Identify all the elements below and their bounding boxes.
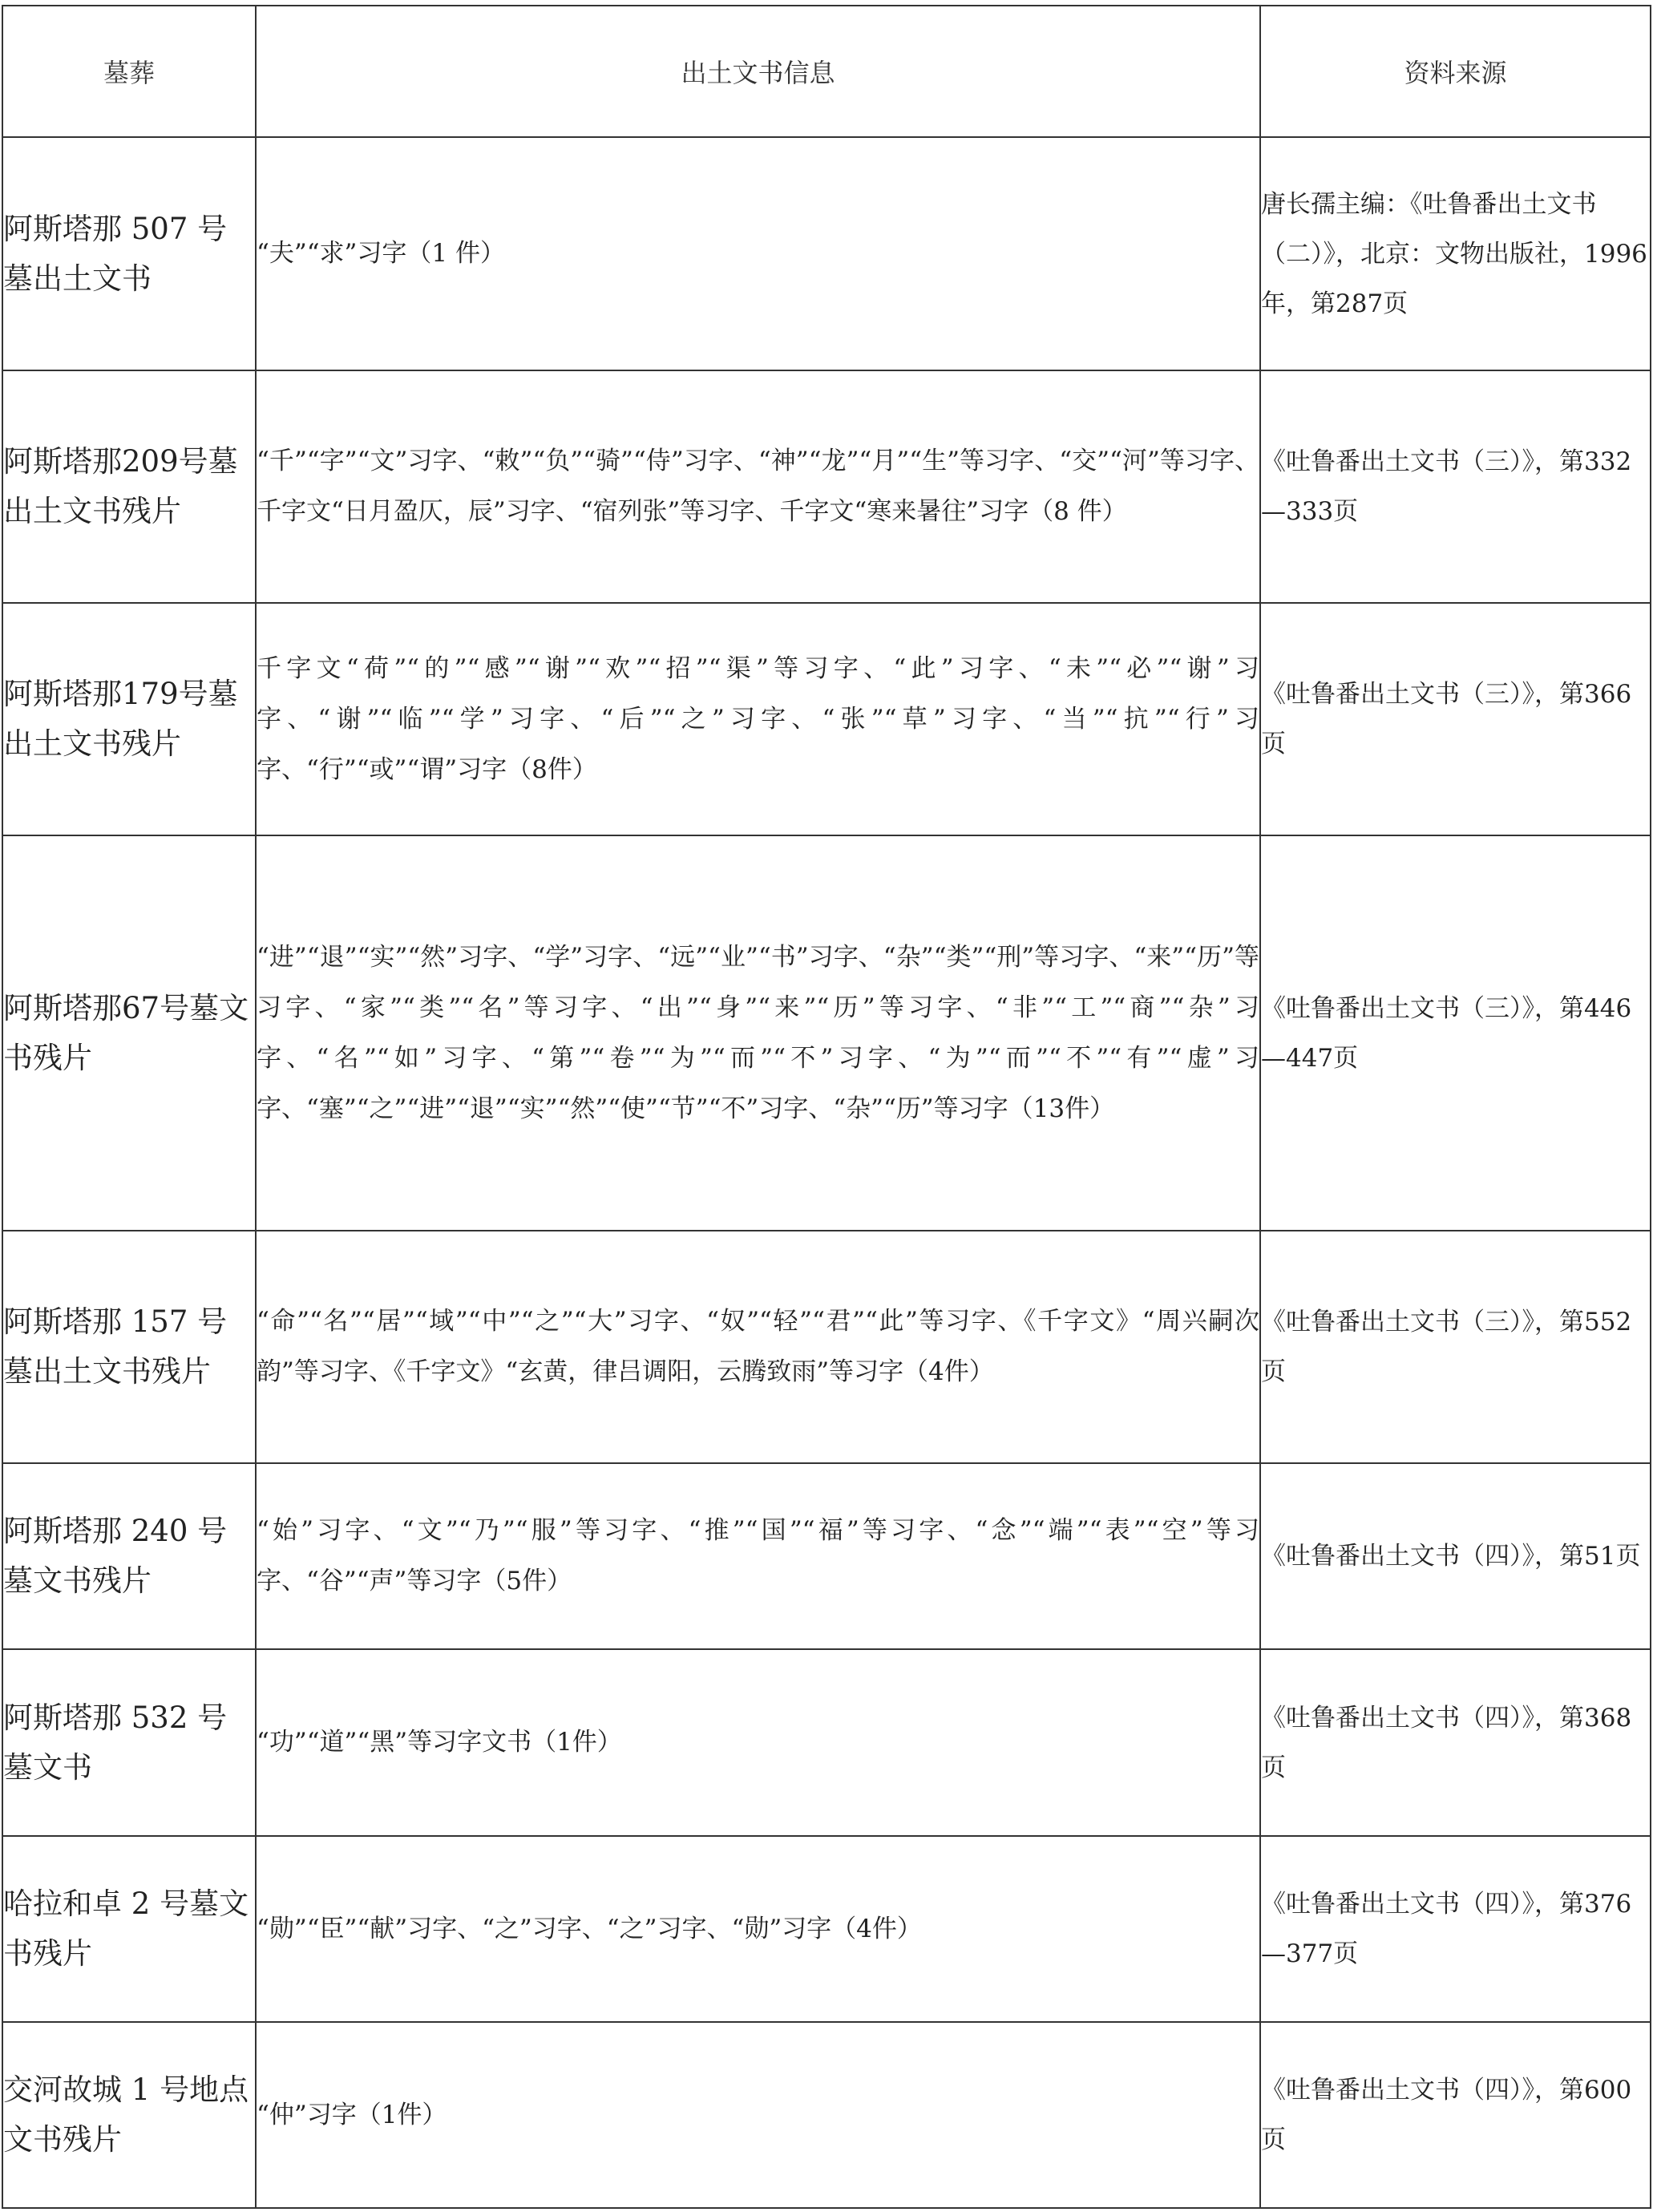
table-row: [2, 603, 1651, 835]
tomb-cell: 阿斯塔那67号墓文书残片: [2, 835, 256, 1231]
info-cell: “进”“退”“实”“然”习字、“学”习字、“远”“业”“书”习字、“杂”“类”“刑”等习字、“来”“历”等习字、“家”“类”“名”等习字、“出”“身”“来”“历”等习字、“非”“工”“商”“杂”习字、“名”“如”习字、“第”“卷”“为”“而”“不”习字、“为”“而”“不”“有”“虚”习字、“塞”“之”“进”“退”“实”“然”“使”“节”“不”习字、“杂”“历”等习字（13件）: [256, 835, 1260, 1231]
source-cell: 《吐鲁番出土文书（三）》，第446—447页: [1260, 835, 1651, 1231]
source-cell: 《吐鲁番出土文书（四）》，第51页: [1260, 1463, 1651, 1649]
info-cell: “勋”“臣”“献”习字、“之”习字、“之”习字、“勋”习字（4件）: [256, 1836, 1260, 2022]
info-cell: “命”“名”“居”“域”“中”“之”“大”习字、“奴”“轻”“君”“此”等习字、《千字文》“周兴嗣次韵”等习字、《千字文》“玄黄，律吕调阳，云腾致雨”等习字（4件）: [256, 1231, 1260, 1463]
tomb-cell: 阿斯塔那 157 号墓出土文书残片: [2, 1231, 256, 1463]
table-row: [2, 1231, 1651, 1463]
table-row: [2, 835, 1651, 1231]
header-info: 出土文书信息: [256, 6, 1260, 137]
table-row: [2, 1463, 1651, 1649]
source-cell: 《吐鲁番出土文书（三）》，第366页: [1260, 603, 1651, 835]
header-row: [2, 6, 1651, 137]
header-tomb: 墓葬: [2, 6, 256, 137]
tomb-cell: 交河故城 1 号地点文书残片: [2, 2022, 256, 2208]
source-cell: 《吐鲁番出土文书（四）》，第368页: [1260, 1649, 1651, 1836]
table-row: [2, 137, 1651, 370]
info-cell: “夫”“求”习字（1 件）: [256, 137, 1260, 370]
source-cell: 唐长孺主编：《吐鲁番出土文书（二）》，北京：文物出版社，1996年，第287页: [1260, 137, 1651, 370]
tomb-cell: 阿斯塔那 507 号墓出土文书: [2, 137, 256, 370]
source-cell: 《吐鲁番出土文书（四）》，第376—377页: [1260, 1836, 1651, 2022]
info-cell: “始”习字、“文”“乃”“服”等习字、“推”“国”“福”等习字、“念”“端”“表”“空”等习字、“谷”“声”等习字（5件）: [256, 1463, 1260, 1649]
table-row: [2, 1836, 1651, 2022]
tomb-cell: 哈拉和卓 2 号墓文书残片: [2, 1836, 256, 2022]
header-source: 资料来源: [1260, 6, 1651, 137]
tomb-cell: 阿斯塔那 240 号墓文书残片: [2, 1463, 256, 1649]
document-table: [2, 5, 1651, 2209]
source-cell: 《吐鲁番出土文书（四）》，第600页: [1260, 2022, 1651, 2208]
info-cell: “千”“字”“文”习字、“敕”“负”“骑”“侍”习字、“神”“龙”“月”“生”等习字、“交”“河”等习字、千字文“日月盈仄，辰”习字、“宿列张”等习字、千字文“寒来暑往”习字（8 件）: [256, 370, 1260, 603]
tomb-cell: 阿斯塔那 532 号墓文书: [2, 1649, 256, 1836]
source-cell: 《吐鲁番出土文书（三）》，第332—333页: [1260, 370, 1651, 603]
info-cell: “功”“道”“黑”等习字文书（1件）: [256, 1649, 1260, 1836]
table-row: [2, 2022, 1651, 2208]
source-cell: 《吐鲁番出土文书（三）》，第552页: [1260, 1231, 1651, 1463]
tomb-cell: 阿斯塔那179号墓出土文书残片: [2, 603, 256, 835]
info-cell: 千字文“荷”“的”“感”“谢”“欢”“招”“渠”等习字、“此”习字、“未”“必”“谢”习字、“谢”“临”“学”习字、“后”“之”习字、“张”“草”习字、“当”“抗”“行”习字、“行”“或”“谓”习字（8件）: [256, 603, 1260, 835]
table-row: [2, 1649, 1651, 1836]
table-row: [2, 370, 1651, 603]
tomb-cell: 阿斯塔那209号墓出土文书残片: [2, 370, 256, 603]
info-cell: “仲”习字（1件）: [256, 2022, 1260, 2208]
